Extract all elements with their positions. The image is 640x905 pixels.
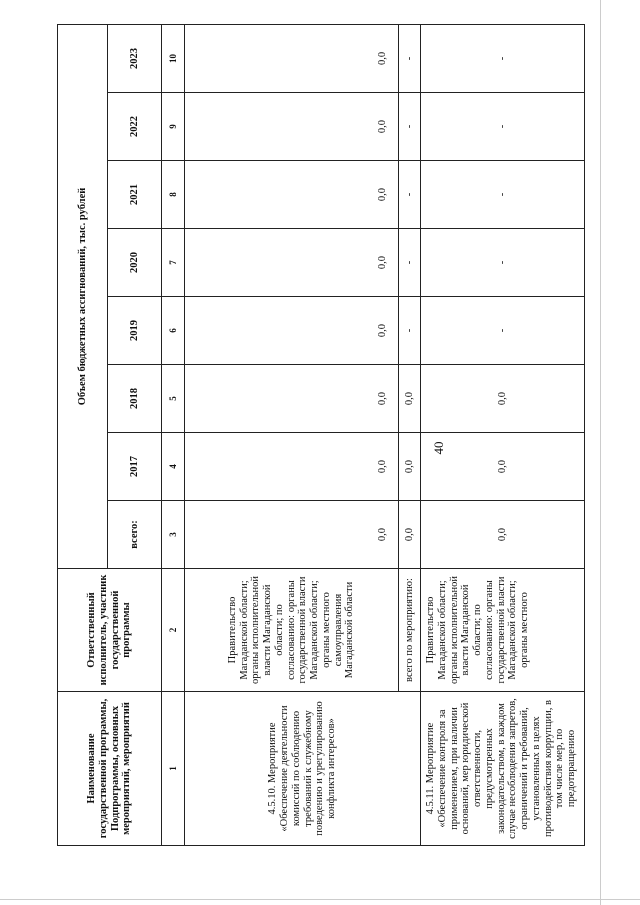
table-row (421, 24, 585, 845)
measure-name: 4.5.10. Мероприятие «Обеспечение деятельности комиссий по соблюдению требований к служебному поведению и урегулированию конфликта интересов» (185, 692, 421, 846)
measure-name: 4.5.11. Мероприятие «Обеспечение контроля за применением, при наличии оснований, мер юридической ответственности, предусмотренных законодательством, в каждом случае несоблюдения запретов, ограничений и требований, установленных в целях противодействия коррупции, в том числе мер, по предотвращению (421, 692, 585, 846)
header-executor: Ответственный исполнитель, участник государственной программы (58, 569, 162, 692)
header-year: 2017 (108, 433, 162, 501)
value-cell: 0,0 (185, 161, 399, 229)
value-cell: 0,0 (399, 365, 421, 433)
value-cell: 0,0 (185, 365, 399, 433)
budget-table (57, 24, 585, 846)
value-cell: - (421, 161, 585, 229)
page-number: 40 (431, 441, 446, 455)
header-budget: Объем бюджетных ассигнований, тыс. рублей (58, 24, 108, 568)
value-cell: - (399, 297, 421, 365)
value-cell: 0,0 (421, 365, 585, 433)
header-year: 2021 (108, 161, 162, 229)
value-cell: - (421, 297, 585, 365)
table-row (185, 24, 399, 845)
column-numbers-row (162, 24, 185, 845)
column-number: 3 (162, 501, 185, 569)
value-cell: 0,0 (185, 433, 399, 501)
value-cell: 0,0 (185, 229, 399, 297)
header-year: всего: (108, 501, 162, 569)
rotated-table-wrapper (57, 24, 585, 846)
value-cell: - (421, 93, 585, 161)
column-number: 9 (162, 93, 185, 161)
executor-cell: Правительство Магаданской области; органы исполнительной власти Магаданской области; по согласованию: органы государственной власти Магаданской области; органы местного (421, 569, 585, 692)
value-cell: 0,0 (185, 24, 399, 92)
header-year: 2020 (108, 229, 162, 297)
value-cell: 0,0 (185, 93, 399, 161)
value-cell: - (399, 229, 421, 297)
executor-cell: Правительство Магаданской области; органы исполнительной власти Магаданской области; по согласованию: органы государственной власти Магаданской области; органы местного самоуправления Магаданской области (185, 569, 399, 692)
scan-edge-line (600, 0, 601, 905)
value-cell: - (399, 24, 421, 92)
header-year: 2019 (108, 297, 162, 365)
column-number: 5 (162, 365, 185, 433)
header-year: 2023 (108, 24, 162, 92)
column-number: 10 (162, 24, 185, 92)
value-cell: 0,0 (421, 433, 585, 501)
value-cell: 0,0 (399, 433, 421, 501)
value-cell: - (399, 93, 421, 161)
header-name: Наименование государственной программы, Подпрограммы, основных мероприятий, мероприятий (58, 692, 162, 846)
column-number: 1 (162, 692, 185, 846)
column-number: 6 (162, 297, 185, 365)
header-year: 2022 (108, 93, 162, 161)
column-number: 4 (162, 433, 185, 501)
value-cell: - (421, 24, 585, 92)
value-cell: 0,0 (185, 297, 399, 365)
value-cell: 0,0 (399, 501, 421, 569)
header-row (58, 24, 108, 845)
scan-edge-line (0, 899, 640, 900)
value-cell: 0,0 (421, 501, 585, 569)
column-number: 8 (162, 161, 185, 229)
column-number: 7 (162, 229, 185, 297)
header-year: 2018 (108, 365, 162, 433)
total-label: всего по мероприятию: (399, 569, 421, 692)
value-cell: - (399, 161, 421, 229)
value-cell: - (421, 229, 585, 297)
value-cell: 0,0 (185, 501, 399, 569)
column-number: 2 (162, 569, 185, 692)
